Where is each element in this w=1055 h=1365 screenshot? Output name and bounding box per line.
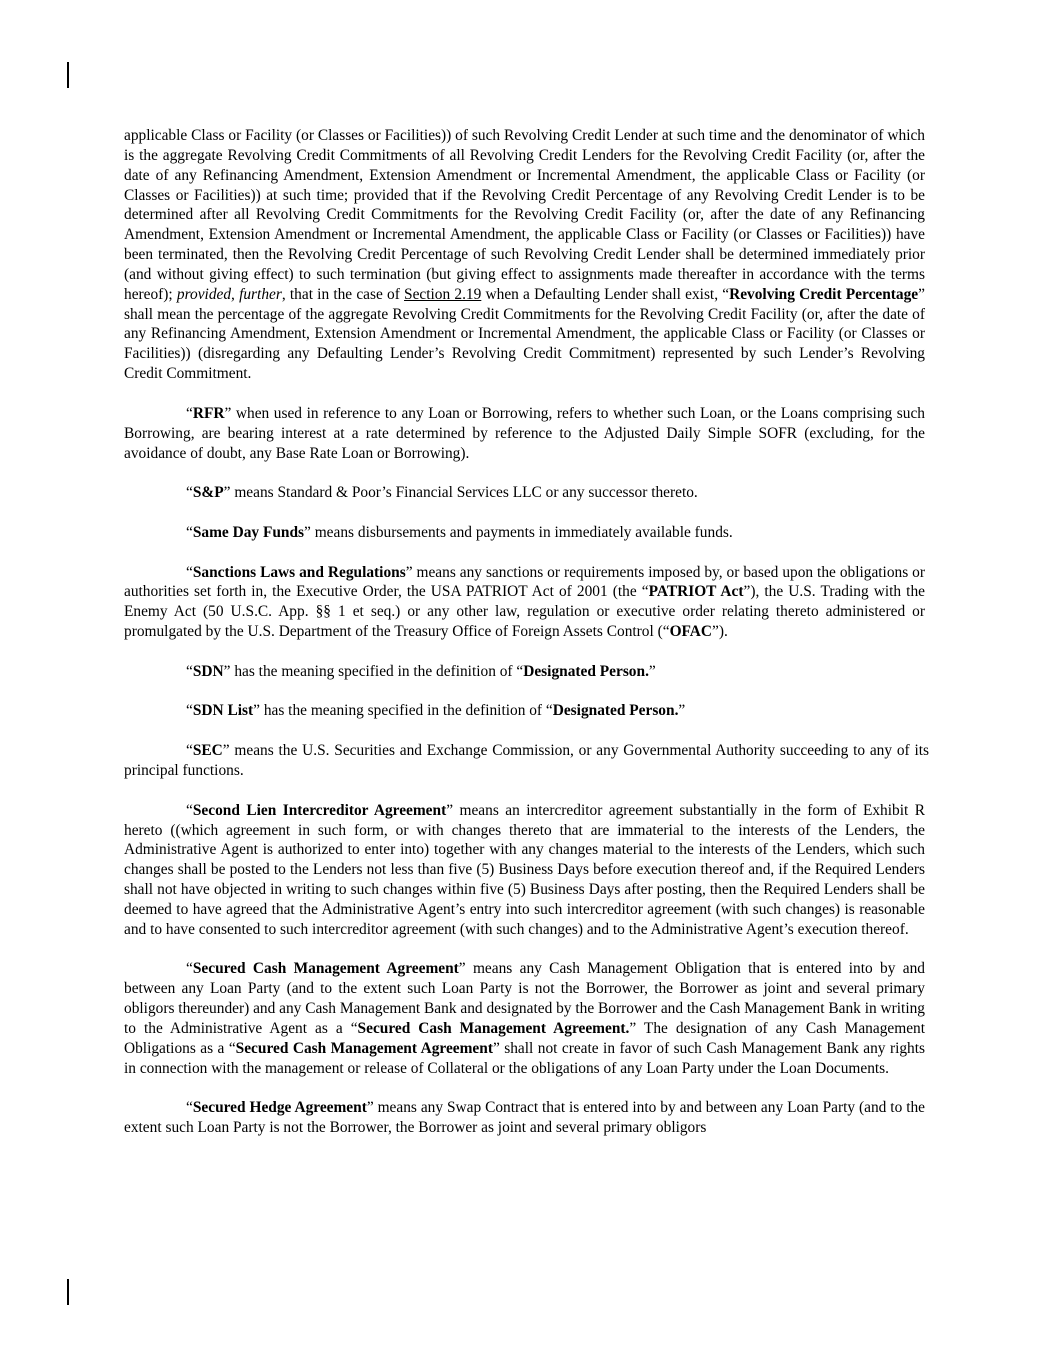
paragraph-text: ” means any Cash Management Obligation that is entered into by and between any Loan Party (and to the extent such Loan Party is not the Borrower, the Borrower as joint and several primary obligors thereunder) and any Cash Management Bank and designated by the Borrower and the Cash Management Bank in writing to the Administrative Agent as a “ xyxy=(124,960,925,1037)
paragraph-text: ” shall not create in favor of such Cash Management Bank any rights in connection with the management or release of Collateral or the obligations of any Loan Party under the Loan Documents. xyxy=(124,1039,925,1077)
defined-term: Designated Person. xyxy=(523,662,649,680)
paragraph-text: ” means the U.S. Securities and Exchange Commission, or any Governmental Authority succeeding to any of its principal functions. xyxy=(124,742,929,779)
paragraph-text: “ xyxy=(186,523,193,541)
defined-term: Revolving Credit Percentage xyxy=(729,285,919,303)
defined-term: Sanctions Laws and Regulations xyxy=(192,563,406,581)
definition-paragraph-sdn-list xyxy=(124,701,925,721)
document-body xyxy=(124,126,929,1138)
defined-term: Secured Cash Management Agreement xyxy=(192,960,459,978)
defined-term: Secured Cash Management Agreement. xyxy=(357,1019,630,1037)
margin-change-bar-bottom xyxy=(67,1279,69,1305)
margin-change-bar-top xyxy=(67,62,69,88)
paragraph-text: “ xyxy=(186,484,193,502)
defined-term: OFAC xyxy=(669,623,713,641)
paragraph-text: ” means an intercreditor agreement substantially in the form of Exhibit R hereto ((which agreement in such form, or with changes thereto that are immaterial to the interests of the Lenders, the Administrative Agent is authorized to enter into) together with any changes material to the interests of the Lenders, which such changes shall be posted to the Lenders not less than five (5) Business Days before execution thereof and, if the Required Lenders shall not have objected in writing to such changes within five (5) Business Days after posting, then the Required Lenders shall be deemed to have agreed that the Administrative Agent’s entry into such intercreditor agreement (with such changes) is reasonable and to have consented to such intercreditor agreement (with such changes) and to the Administrative Agent’s execution thereof. xyxy=(124,801,925,938)
paragraph-text: ” means any Swap Contract that is entered into by and between any Loan Party (and to the extent such Loan Party is not the Borrower, the Borrower as joint and several primary obligors xyxy=(124,1099,926,1137)
defined-term: S&P xyxy=(192,484,224,502)
paragraph-text: ” shall mean the percentage of the aggregate Revolving Credit Commitments for the Revolving Credit Facility (or, after the date of any Refinancing Amendment, Extension Amendment or Incremental Amendment, the applicable Class or Facility (or Classes or Facilities)) (disregarding any Defaulting Lender’s Revolving Credit Commitment) represented by such Lender’s Revolving Credit Commitment. xyxy=(124,285,925,383)
defined-term: Second Lien Intercreditor Agreement xyxy=(192,801,447,819)
defined-term: SDN xyxy=(192,662,224,680)
paragraph-text: “ xyxy=(186,662,193,680)
paragraph-text: “ xyxy=(186,1099,193,1117)
paragraph-text: , that in the case of xyxy=(281,285,405,303)
definition-paragraph-rfr xyxy=(124,404,925,464)
definition-paragraph-secured-cash-mgmt xyxy=(124,959,925,1078)
paragraph-text: ” has the meaning specified in the definition of “ xyxy=(253,702,553,720)
italic-text: provided, further xyxy=(176,285,282,303)
paragraph-text: ” means disbursements and payments in immediately available funds. xyxy=(304,523,733,541)
paragraph-text: when a Defaulting Lender shall exist, “ xyxy=(481,285,730,303)
paragraph-text: “ xyxy=(186,563,193,581)
paragraph-text: applicable Class or Facility (or Classes or Facilities)) of such Revolving Credit Lender at such time and the denominator of which is the aggregate Revolving Credit Commitments of all Revolving Credit Lenders for the Revolving Credit Facility (or, after the date of any Refinancing Amendment, Extension Amendment or Incremental Amendment, the applicable Class or Facility (or Classes or Facilities)) at such time; provided that if the Revolving Credit Percentage of any Revolving Credit Lender is to be determined after all Revolving Credit Commitments for the Revolving Credit Facility (or, after the date of any Refinancing Amendment, Extension Amendment or Incremental Amendment, the applicable Class or Facility (or Classes or Facilities)) have been terminated, then the Revolving Credit Percentage of such Revolving Credit Lender shall be determined immediately prior (and without giving effect) to such termination (but giving effect to assignments made thereafter in accordance with the terms hereof); xyxy=(124,127,925,303)
definition-paragraph-s-and-p xyxy=(124,483,925,503)
defined-term: Secured Cash Management Agreement xyxy=(235,1039,493,1057)
defined-term: SDN List xyxy=(192,702,254,720)
definition-paragraph-sdn xyxy=(124,662,925,682)
definition-paragraph-revolving-credit-percentage-cont xyxy=(124,126,925,384)
paragraph-text: “ xyxy=(186,801,193,819)
paragraph-text: ” xyxy=(678,702,686,720)
paragraph-text: “ xyxy=(186,960,193,978)
definition-paragraph-sanctions-laws xyxy=(124,563,925,642)
defined-term: Secured Hedge Agreement xyxy=(192,1099,367,1117)
definition-paragraph-second-lien xyxy=(124,801,925,940)
section-reference: Section 2.19 xyxy=(404,285,482,303)
defined-term: Designated Person. xyxy=(552,702,679,720)
defined-term: Same Day Funds xyxy=(192,523,305,541)
paragraph-text: ” The designation of any Cash Management Obligations as a “ xyxy=(124,1019,925,1057)
defined-term: PATRIOT Act xyxy=(648,583,744,601)
defined-term: SEC xyxy=(192,742,223,760)
paragraph-text: ”), the U.S. Trading with the Enemy Act (50 U.S.C. App. §§ 1 et seq.) or any other law, regulation or executive order relating thereto administered or promulgated by the U.S. Department of the Treasury Office of Foreign Assets Control (“ xyxy=(124,583,925,641)
paragraph-text: ” means Standard & Poor’s Financial Services LLC or any successor thereto. xyxy=(223,484,698,502)
definition-paragraph-secured-hedge xyxy=(124,1098,925,1138)
paragraph-text: ”). xyxy=(712,623,728,641)
definition-paragraph-sec xyxy=(124,741,929,781)
paragraph-text: “ xyxy=(186,742,193,760)
paragraph-text: “ xyxy=(186,404,193,422)
paragraph-text: ” has the meaning specified in the definition of “ xyxy=(223,662,524,680)
defined-term: RFR xyxy=(192,404,225,422)
paragraph-text: ” xyxy=(648,662,656,680)
paragraph-text: “ xyxy=(186,702,193,720)
paragraph-text: ” when used in reference to any Loan or Borrowing, refers to whether such Loan, or the Loans comprising such Borrowing, are bearing interest at a rate determined by reference to the Adjusted Daily Simple SOFR (excluding, for the avoidance of doubt, any Base Rate Loan or Borrowing). xyxy=(124,404,925,462)
definition-paragraph-same-day-funds xyxy=(124,523,925,543)
paragraph-text: ” means any sanctions or requirements imposed by, or based upon the obligations or authorities set forth in, the Executive Order, the USA PATRIOT Act of 2001 (the “ xyxy=(124,563,925,601)
